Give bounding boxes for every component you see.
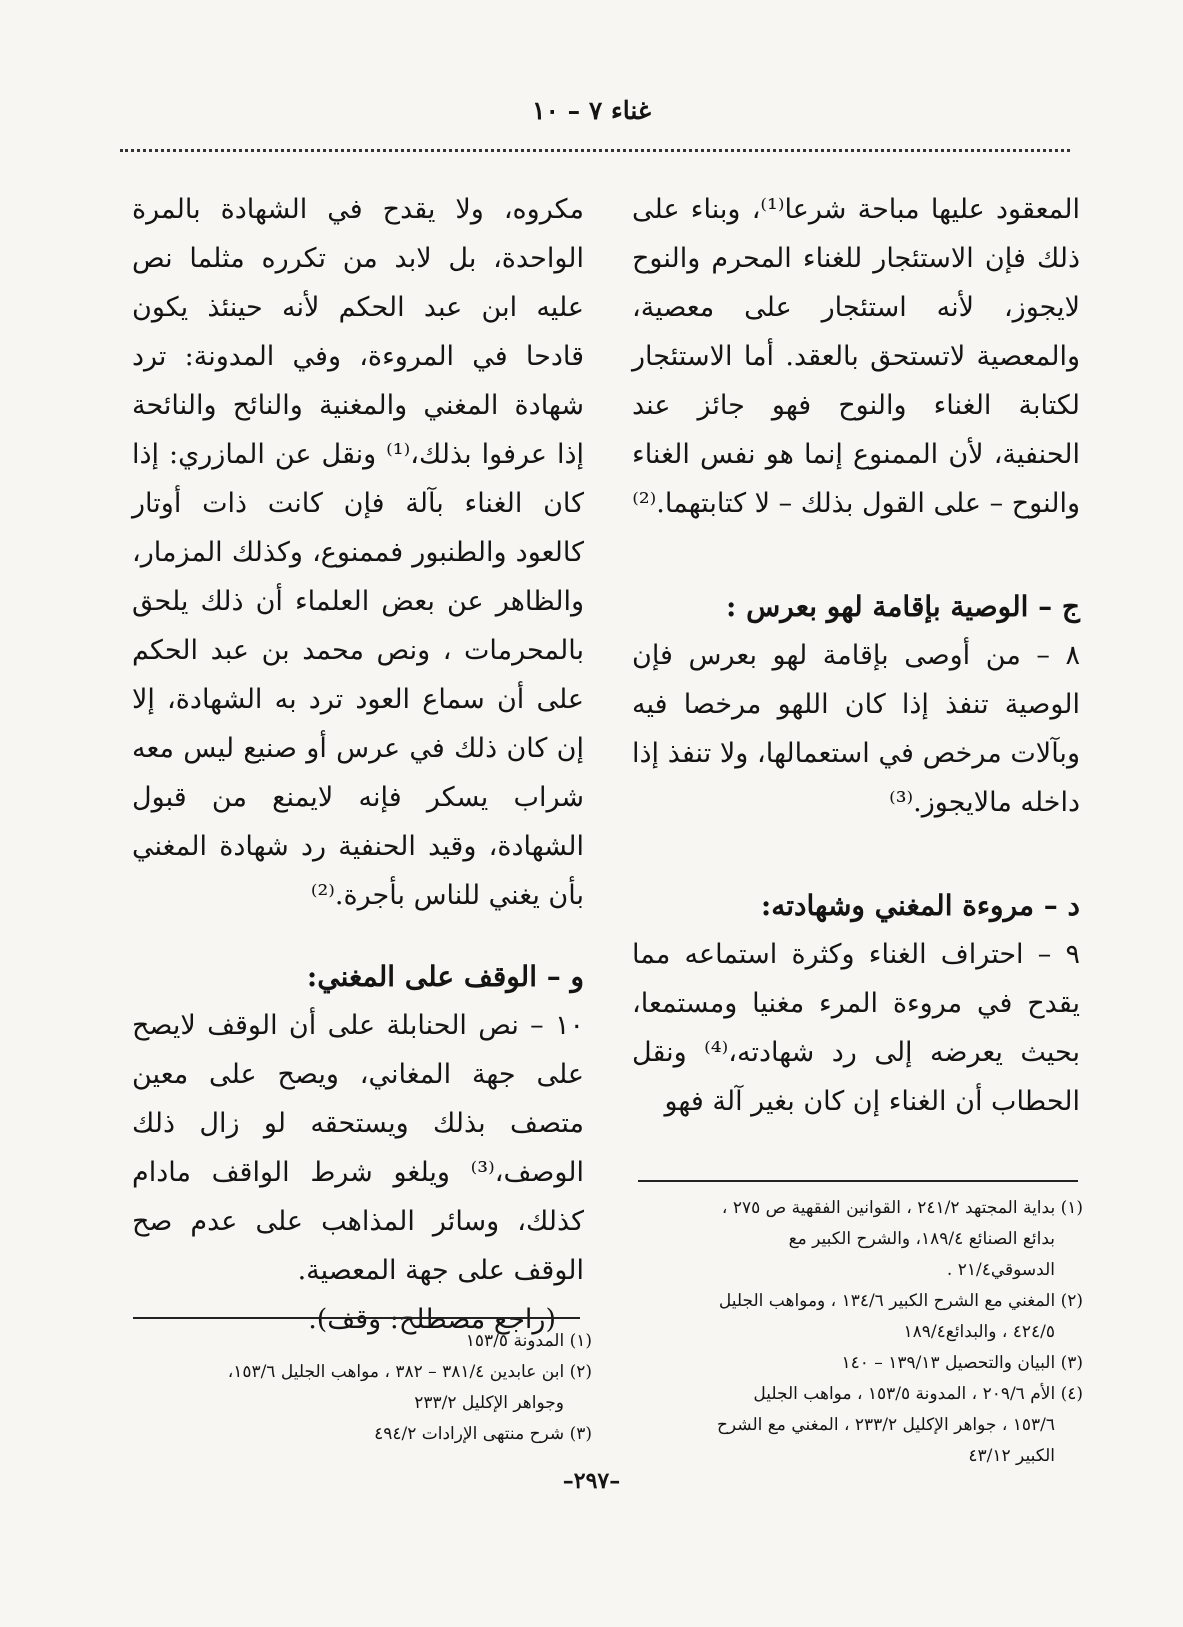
- left-paragraph-2: ١٠ – نص الحنابلة على أن الوقف لايصح على جهة المغاني، ويصح على معين متصف بذلك ويستحقه لو زال ذلك الوصف،⁽³⁾ ويلغو شرط الواقف مادام كذلك، وسائر المذاهب على عدم صح الوقف على جهة المعصية.: [132, 1010, 584, 1286]
- footnote-left-2-line-2: وجواهر الإكليل ٢٣٣/٢: [414, 1393, 564, 1413]
- right-paragraph-3: ٩ – احتراف الغناء وكثرة استماعه مما يقدح في مروءة المرء مغنيا ومستمعا، بحيث يعرضه إلى رد شهادته،⁽⁴⁾ ونقل الحطاب أن الغناء إن كان بغير آلة فهو: [632, 939, 1080, 1117]
- header-dotted-divider: [120, 149, 1070, 152]
- section-heading-d: د – مروءة المغني وشهادته:: [760, 889, 1080, 922]
- footnote-right-2: (٢) المغني مع الشرح الكبير ١٣٤/٦ ، ومواهب الجليل: [718, 1291, 1083, 1311]
- footnote-left-3: (٣) شرح منتهى الإرادات ٤٩٤/٢: [374, 1424, 592, 1444]
- section-heading-w: و – الوقف على المغني:: [306, 960, 584, 993]
- page-number: –٢٩٧–: [562, 1468, 621, 1494]
- footnote-left-2: (٢) ابن عابدين ٣٨١/٤ – ٣٨٢ ، مواهب الجليل ١٥٣/٦،: [227, 1362, 592, 1382]
- footnote-right-2-line-2: ٤٢٤/٥ ، والبدائع١٨٩/٤: [903, 1322, 1055, 1342]
- right-paragraph-1: المعقود عليها مباحة شرعا⁽¹⁾، وبناء على ذلك فإن الاستئجار للغناء المحرم والنوح لايجوز، لأنه استئجار على معصية، والمعصية لاتستحق بالعقد. أما الاستئجار لكتابة الغناء والنوح فهو جائز عند الحنفية، لأن الممنوع إنما هو نفس الغناء والنوح – على القول بذلك – لا كتابتهما.⁽²⁾: [632, 194, 1080, 519]
- left-column: [132, 185, 584, 1344]
- footnote-right-4: (٤) الأم ٢٠٩/٦ ، المدونة ١٥٣/٥ ، مواهب الجليل: [753, 1384, 1083, 1404]
- cross-reference: (راجع مصطلح: وقف).: [308, 1304, 556, 1335]
- footnote-right-1-line-2: بدائع الصنائع ١٨٩/٤، والشرح الكبير مع: [788, 1229, 1055, 1249]
- footnote-left-1: (١) المدونة ١٥٣/٥: [465, 1331, 592, 1351]
- footnote-right-1: (١) بداية المجتهد ٢٤١/٢ ، القوانين الفقهية ص ٢٧٥ ،: [721, 1198, 1083, 1218]
- footnote-divider-left: [133, 1317, 580, 1319]
- right-column: [632, 185, 1080, 1126]
- running-head: غناء ٧ – ١٠: [532, 96, 651, 125]
- footnote-right-3: (٣) البيان والتحصيل ١٣٩/١٣ – ١٤٠: [841, 1353, 1083, 1373]
- right-paragraph-2: ٨ – من أوصى بإقامة لهو بعرس فإن الوصية تنفذ إذا كان اللهو مرخصا فيه وبآلات مرخص في استعمالها، ولا تنفذ إذا داخله مالايجوز.⁽³⁾: [632, 640, 1080, 818]
- footnotes-left: [132, 1326, 592, 1450]
- footnote-right-1-line-3: الدسوقي٢١/٤ .: [946, 1260, 1055, 1280]
- footnotes-right: [638, 1193, 1083, 1472]
- section-heading-j: ج – الوصية بإقامة لهو بعرس :: [726, 590, 1080, 623]
- footnote-right-4-line-3: الكبير ٤٣/١٢: [968, 1446, 1055, 1466]
- footnote-divider-right: [638, 1180, 1078, 1182]
- left-paragraph-1: مكروه، ولا يقدح في الشهادة بالمرة الواحدة، بل لابد من تكرره مثلما نص عليه ابن عبد الحكم لأنه حينئذ يكون قادحا في المروءة، وفي المدونة: ترد شهادة المغني والمغنية والنائح والنائحة إذا عرفوا بذلك،⁽¹⁾ ونقل عن المازري: إذا كان الغناء بآلة فإن كانت ذات أوتار كالعود والطنبور فممنوع، وكذلك المزمار، والظاهر عن بعض العلماء أن ذلك يلحق بالمحرمات ، ونص محمد بن عبد الحكم على أن سماع العود ترد به الشهادة، إلا إن كان ذلك في عرس أو صنيع ليس معه شراب يسكر فإنه لايمنع من قبول الشهادة، وقيد الحنفية رد شهادة المغني بأن يغني للناس بأجرة.⁽²⁾: [132, 194, 584, 911]
- footnote-right-4-line-2: ١٥٣/٦ ، جواهر الإكليل ٢٣٣/٢ ، المغني مع الشرح: [716, 1415, 1055, 1435]
